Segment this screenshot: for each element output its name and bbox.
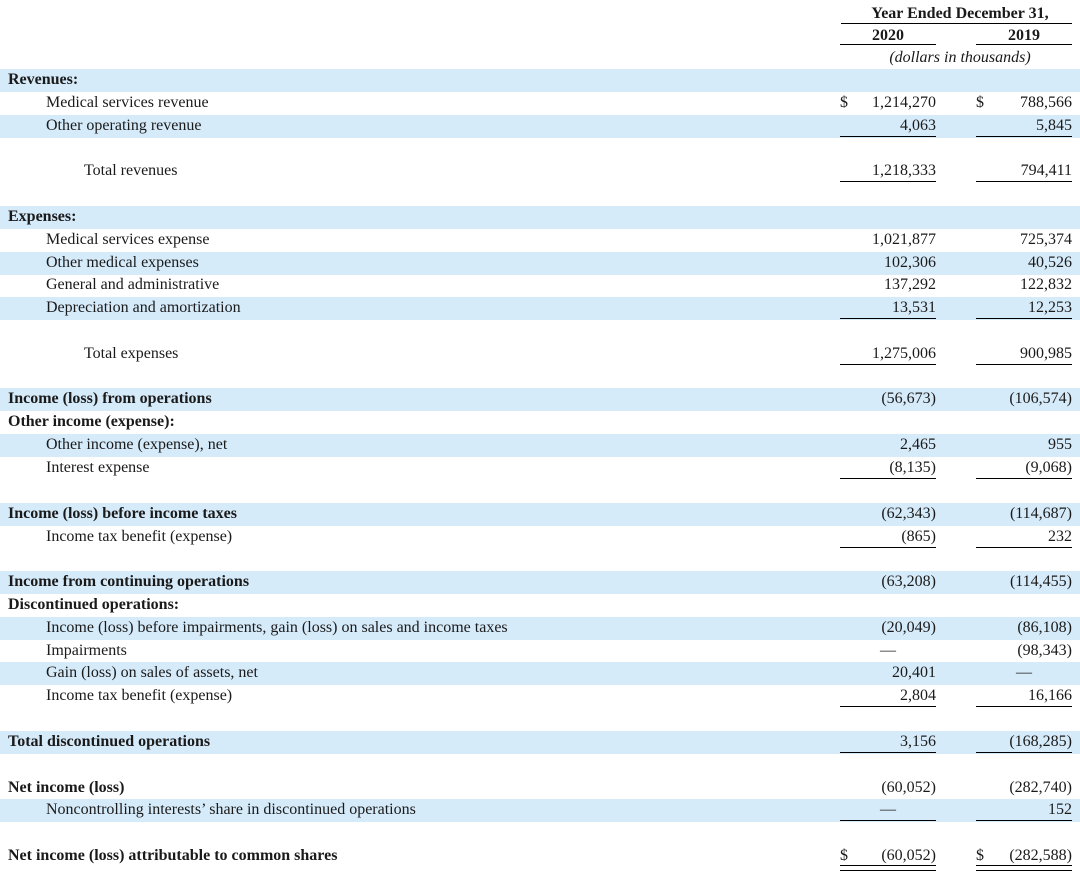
value-2019 [976, 343, 1072, 366]
table-row [0, 662, 1080, 685]
value-2019 [976, 845, 1072, 871]
currency-symbol: $ [976, 94, 984, 111]
value-2019 [976, 571, 1072, 594]
table-row [0, 252, 1080, 275]
table-row [0, 526, 1080, 549]
row-label: Other operating revenue [46, 117, 202, 134]
amount: (60,052) [881, 779, 936, 796]
row-label: Income tax benefit (expense) [46, 528, 233, 545]
value-2020 [840, 526, 936, 549]
units-note: (dollars in thousands) [889, 49, 1031, 66]
amount: — [880, 642, 896, 659]
value-2020 [840, 777, 936, 800]
value-2019 [976, 252, 1072, 275]
row-label: Total expenses [84, 345, 179, 362]
value-2019 [976, 229, 1072, 252]
row-label: Other income (expense), net [46, 436, 228, 453]
table-row [0, 160, 1080, 183]
value-2019 [976, 92, 1072, 115]
amount: — [1016, 664, 1032, 681]
amount: 788,566 [1020, 94, 1072, 111]
row-label: Income tax benefit (expense) [46, 687, 233, 704]
table-row [0, 571, 1080, 594]
currency-symbol: $ [840, 847, 848, 864]
value-2020 [840, 297, 936, 320]
amount: (62,343) [881, 505, 936, 522]
table-row [0, 434, 1080, 457]
amount: 40,526 [1028, 254, 1072, 271]
row-label: Interest expense [46, 459, 150, 476]
amount: (98,343) [1017, 642, 1072, 659]
row-label: Total discontinued operations [8, 733, 211, 750]
amount: (60,052) [881, 847, 936, 864]
amount: 794,411 [1020, 162, 1072, 179]
amount: 4,063 [900, 117, 936, 134]
amount: (20,049) [881, 619, 936, 636]
amount: 232 [1048, 528, 1072, 545]
currency-symbol: $ [840, 94, 848, 111]
amount: 122,832 [1020, 276, 1072, 293]
amount: (9,068) [1025, 459, 1072, 476]
table-row [0, 640, 1080, 663]
amount: (63,208) [881, 573, 936, 590]
value-2019 [976, 274, 1072, 297]
row-label: Other income (expense): [8, 413, 175, 430]
amount: 102,306 [884, 254, 936, 271]
value-2020 [840, 343, 936, 366]
value-2019 [976, 457, 1072, 480]
value-2019 [976, 799, 1072, 822]
value-2020 [840, 640, 936, 663]
value-2020 [840, 503, 936, 526]
row-label: Noncontrolling interests’ share in discontinued operations [46, 801, 416, 818]
amount: 12,253 [1028, 299, 1072, 316]
value-2019 [976, 115, 1072, 138]
table-row [0, 229, 1080, 252]
value-2020 [840, 617, 936, 640]
value-2019 [976, 526, 1072, 549]
row-label: Other medical expenses [46, 254, 199, 271]
value-2020 [840, 662, 936, 685]
amount: (8,135) [889, 459, 936, 476]
amount: (86,108) [1017, 619, 1072, 636]
amount: (865) [901, 528, 936, 545]
value-2019 [976, 388, 1072, 411]
amount: (114,687) [1009, 505, 1072, 522]
value-2019 [976, 731, 1072, 754]
amount: 152 [1048, 801, 1072, 818]
amount: 725,374 [1020, 231, 1072, 248]
row-label: General and administrative [46, 276, 220, 293]
amount: 900,985 [1020, 345, 1072, 362]
table-row [0, 799, 1080, 822]
amount: 1,021,877 [872, 231, 936, 248]
value-2019 [976, 297, 1072, 320]
table-row [0, 69, 1080, 92]
amount: (114,455) [1009, 573, 1072, 590]
value-2019 [976, 640, 1072, 663]
row-label: Discontinued operations: [8, 596, 180, 613]
row-label: Expenses: [8, 208, 77, 225]
value-2019 [976, 685, 1072, 708]
row-label: Income from continuing operations [8, 573, 250, 590]
amount: 1,218,333 [872, 162, 936, 179]
value-2020 [840, 685, 936, 708]
amount: 1,214,270 [872, 94, 936, 111]
table-row [0, 297, 1080, 320]
row-label: Income (loss) from operations [8, 390, 212, 407]
value-2019 [976, 617, 1072, 640]
table-row [0, 617, 1080, 640]
table-row [0, 274, 1080, 297]
table-row [0, 845, 1080, 868]
value-2020 [840, 457, 936, 480]
value-2020 [840, 92, 936, 115]
amount: (282,588) [1009, 847, 1072, 864]
value-2019 [976, 662, 1072, 685]
value-2020 [840, 115, 936, 138]
value-2020 [840, 274, 936, 297]
row-label: Medical services expense [46, 231, 210, 248]
year-2019-header: 2019 [976, 25, 1072, 47]
table-row [0, 92, 1080, 115]
row-label: Income (loss) before impairments, gain (loss) on sales and income taxes [46, 619, 508, 636]
value-2020 [840, 571, 936, 594]
period-title: Year Ended December 31, [871, 5, 1049, 22]
value-2020 [840, 388, 936, 411]
period-header [840, 3, 1080, 25]
table-row [0, 457, 1080, 480]
amount: 2,804 [900, 687, 936, 704]
value-2020 [840, 434, 936, 457]
value-2020 [840, 160, 936, 183]
year-2020-header: 2020 [840, 25, 936, 47]
amount: (106,574) [1009, 390, 1072, 407]
table-row [0, 685, 1080, 708]
table-row [0, 343, 1080, 366]
row-label: Impairments [46, 642, 127, 659]
amount: 1,275,006 [872, 345, 936, 362]
currency-symbol: $ [976, 847, 984, 864]
amount: 955 [1048, 436, 1072, 453]
table-row [0, 731, 1080, 754]
amount: 2,465 [900, 436, 936, 453]
amount: — [880, 801, 896, 818]
table-row [0, 777, 1080, 800]
value-2020 [840, 799, 936, 822]
value-2020 [840, 252, 936, 275]
amount: 16,166 [1028, 687, 1072, 704]
table-row [0, 388, 1080, 411]
row-label: Income (loss) before income taxes [8, 505, 237, 522]
value-2019 [976, 777, 1072, 800]
value-2019 [976, 503, 1072, 526]
amount: 5,845 [1036, 117, 1072, 134]
amount: (168,285) [1009, 733, 1072, 750]
amount: 13,531 [892, 299, 936, 316]
row-label: Gain (loss) on sales of assets, net [46, 664, 258, 681]
row-label: Medical services revenue [46, 94, 209, 111]
value-2020 [840, 731, 936, 754]
amount: 20,401 [892, 664, 936, 681]
row-label: Depreciation and amortization [46, 299, 241, 316]
row-label: Net income (loss) attributable to common shares [8, 847, 338, 864]
table-row [0, 115, 1080, 138]
row-label: Net income (loss) [8, 779, 125, 796]
table-row [0, 594, 1080, 617]
value-2020 [840, 845, 936, 871]
value-2019 [976, 434, 1072, 457]
amount: 137,292 [884, 276, 936, 293]
amount: (56,673) [881, 390, 936, 407]
value-2019 [976, 160, 1072, 183]
table-row [0, 206, 1080, 229]
row-label: Total revenues [84, 162, 178, 179]
row-label: Revenues: [8, 71, 79, 88]
amount: (282,740) [1009, 779, 1072, 796]
table-row [0, 503, 1080, 526]
value-2020 [840, 229, 936, 252]
table-row [0, 411, 1080, 434]
amount: 3,156 [900, 733, 936, 750]
